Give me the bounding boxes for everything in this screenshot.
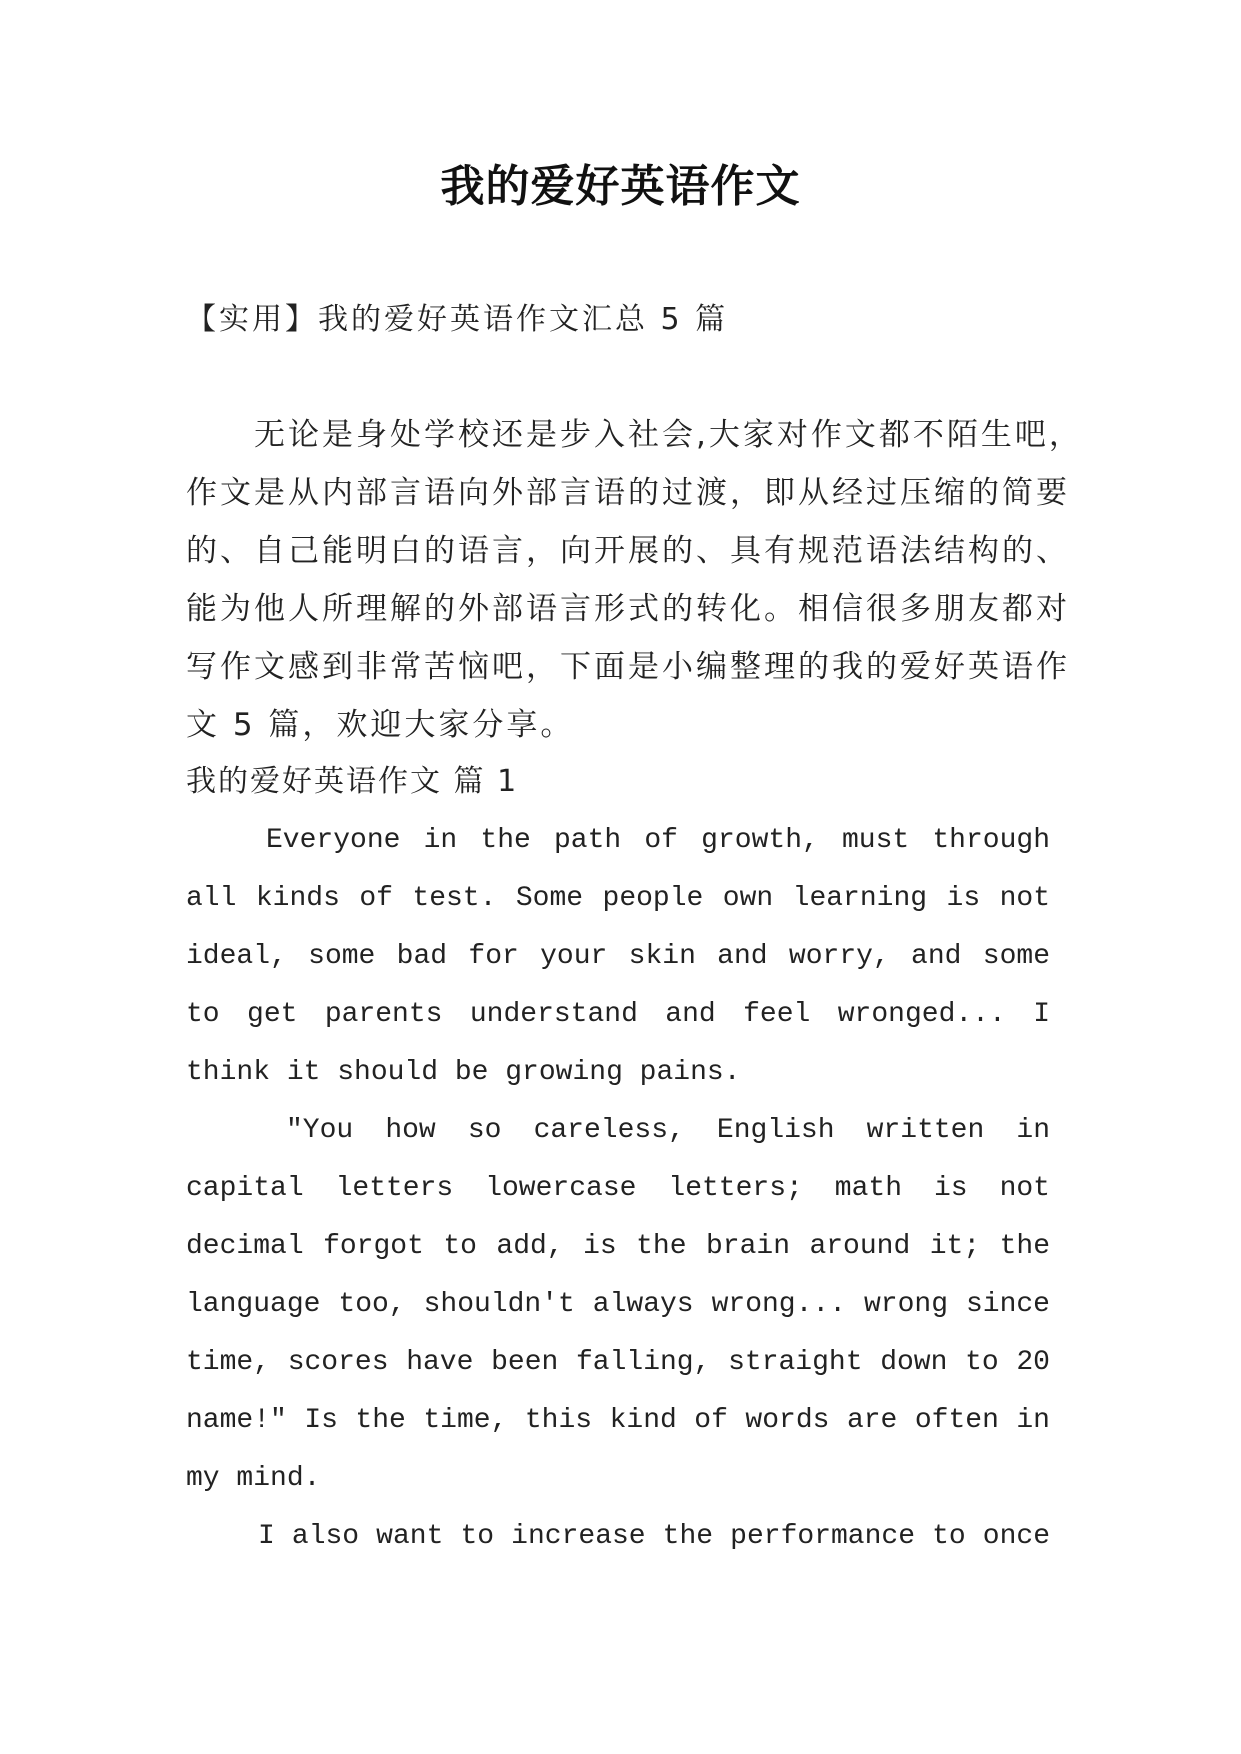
paragraph-line: time, scores have been falling, straight down to 20 xyxy=(186,1347,1050,1378)
paragraph-line: Everyone in the path of growth, must through xyxy=(266,825,1050,856)
document-title: 我的爱好英语作文 xyxy=(440,161,801,212)
document-subtitle: 【实用】我的爱好英语作文汇总 5 篇 xyxy=(186,302,729,337)
intro-line: 作文是从内部言语向外部言语的过渡，即从经过压缩的简要 xyxy=(186,475,1070,511)
paragraph-line: I also want to increase the performance to once xyxy=(258,1521,1050,1552)
intro-line: 写作文感到非常苦恼吧，下面是小编整理的我的爱好英语作 xyxy=(186,649,1070,685)
paragraph-line: "You how so careless, English written in xyxy=(286,1115,1050,1146)
paragraph-line: all kinds of test. Some people own learning is not xyxy=(186,883,1050,914)
paragraph-line: to get parents understand and feel wronged... I xyxy=(186,999,1050,1030)
intro-paragraph xyxy=(186,406,1083,754)
section-heading: 我的爱好英语作文 篇 1 xyxy=(186,764,519,799)
intro-line: 无论是身处学校还是步入社会,大家对作文都不陌生吧， xyxy=(254,417,1083,453)
paragraph-line: decimal forgot to add, is the brain around it; the xyxy=(186,1231,1050,1262)
intro-line: 的、自己能明白的语言，向开展的、具有规范语法结构的、 xyxy=(186,533,1070,569)
paragraph-line: my mind. xyxy=(186,1463,321,1494)
paragraph-line: think it should be growing pains. xyxy=(186,1057,741,1088)
paragraph-line: name!" Is the time, this kind of words are often in xyxy=(186,1405,1050,1436)
paragraph-line: capital letters lowercase letters; math is not xyxy=(186,1173,1050,1204)
intro-line: 文 5 篇，欢迎大家分享。 xyxy=(186,707,575,743)
english-paragraph-1 xyxy=(186,812,1050,1102)
english-paragraph-3 xyxy=(186,1508,1050,1566)
paragraph-line: language too, shouldn't always wrong... wrong since xyxy=(186,1289,1050,1320)
intro-line: 能为他人所理解的外部语言形式的转化。相信很多朋友都对 xyxy=(186,591,1070,627)
paragraph-line: ideal, some bad for your skin and worry, and some xyxy=(186,941,1050,972)
english-paragraph-2 xyxy=(186,1102,1050,1508)
